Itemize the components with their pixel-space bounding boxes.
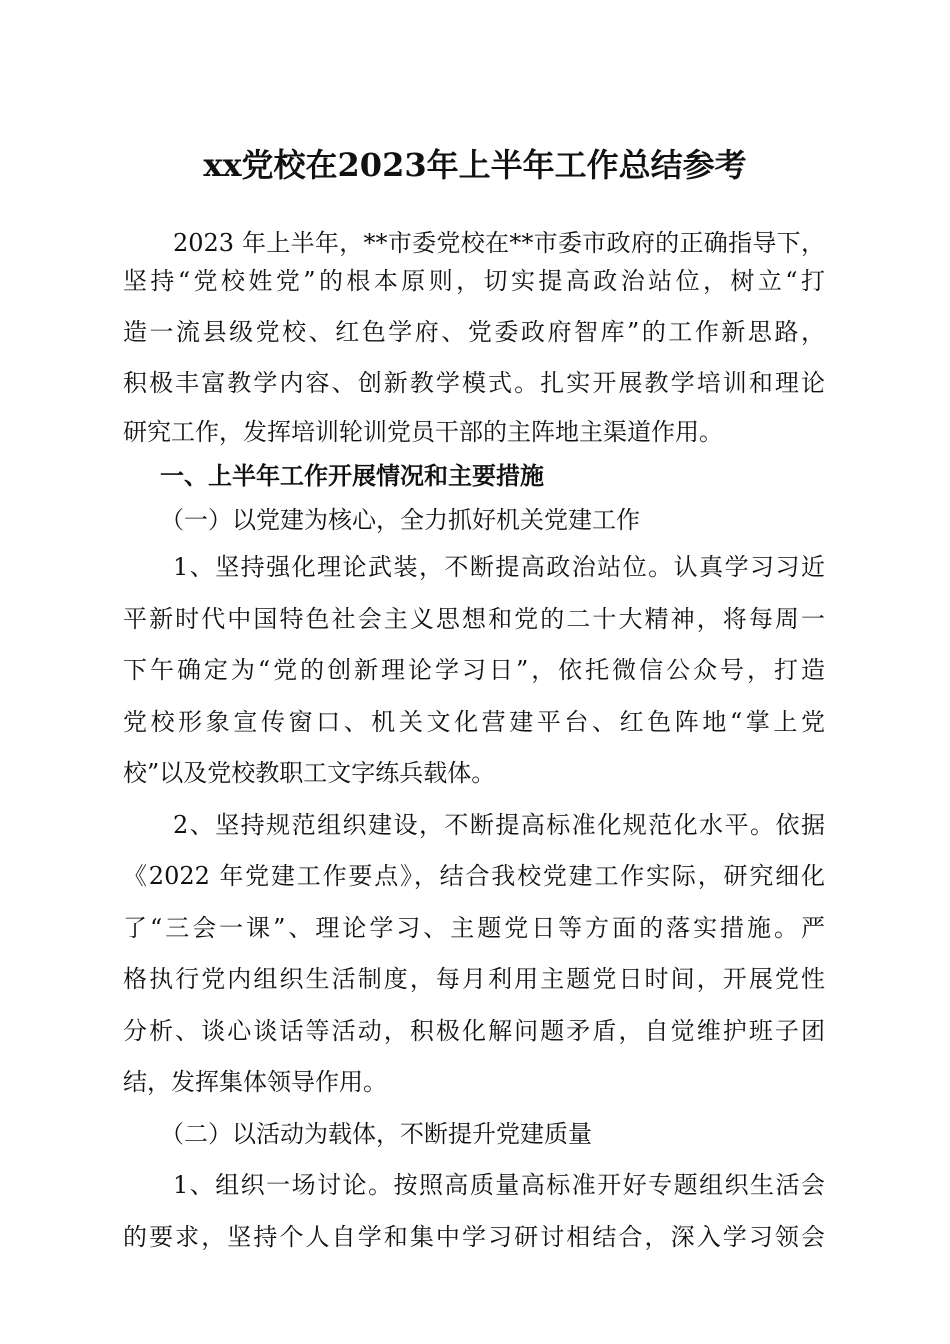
paragraph-line: 《2022 年党建工作要点》，结合我校党建工作实际，研究细化 (123, 862, 825, 890)
paragraph-line: 造一流县级党校、红色学府、党委政府智库”的工作新思路， (123, 318, 825, 346)
paragraph-line: 校”以及党校教职工文字练兵载体。 (123, 759, 496, 787)
paragraph-line: 1、组织一场讨论。按照高质量高标准开好专题组织生活会 (173, 1171, 825, 1199)
paragraph-line: 2、坚持规范组织建设，不断提高标准化规范化水平。依据 (173, 811, 825, 839)
paragraph-line: 平新时代中国特色社会主义思想和党的二十大精神，将每周一 (123, 605, 825, 633)
paragraph-line: 的要求，坚持个人自学和集中学习研讨相结合，深入学习领会 (123, 1223, 825, 1251)
paragraph-line: 格执行党内组织生活制度，每月利用主题党日时间，开展党性 (123, 965, 825, 993)
paragraph-line: 研究工作，发挥培训轮训党员干部的主阵地主渠道作用。 (123, 418, 723, 446)
paragraph-line: 积极丰富教学内容、创新教学模式。扎实开展教学培训和理论 (123, 369, 825, 397)
paragraph-line: 2023 年上半年，**市委党校在**市委市政府的正确指导下， (173, 229, 825, 257)
paragraph-line: 分析、谈心谈话等活动，积极化解问题矛盾，自觉维护班子团 (123, 1017, 825, 1045)
paragraph-line: 下午确定为“党的创新理论学习日”，依托微信公众号，打造 (123, 656, 825, 684)
paragraph-line: 1、坚持强化理论武装，不断提高政治站位。认真学习习近 (173, 553, 825, 581)
paragraph-line: 坚持“党校姓党”的根本原则，切实提高政治站位，树立“打 (123, 267, 825, 295)
section-heading: 一、上半年工作开展情况和主要措施 (160, 461, 544, 490)
subsection-heading: （二）以活动为载体，不断提升党建质量 (160, 1120, 592, 1148)
paragraph-line: 结，发挥集体领导作用。 (123, 1068, 387, 1096)
document-title: xx党校在2023年上半年工作总结参考 (203, 146, 747, 184)
subsection-heading: （一）以党建为核心，全力抓好机关党建工作 (160, 506, 640, 534)
paragraph-line: 党校形象宣传窗口、机关文化营建平台、红色阵地“掌上党 (123, 708, 825, 736)
paragraph-line: 了“三会一课”、理论学习、主题党日等方面的落实措施。严 (123, 914, 825, 942)
